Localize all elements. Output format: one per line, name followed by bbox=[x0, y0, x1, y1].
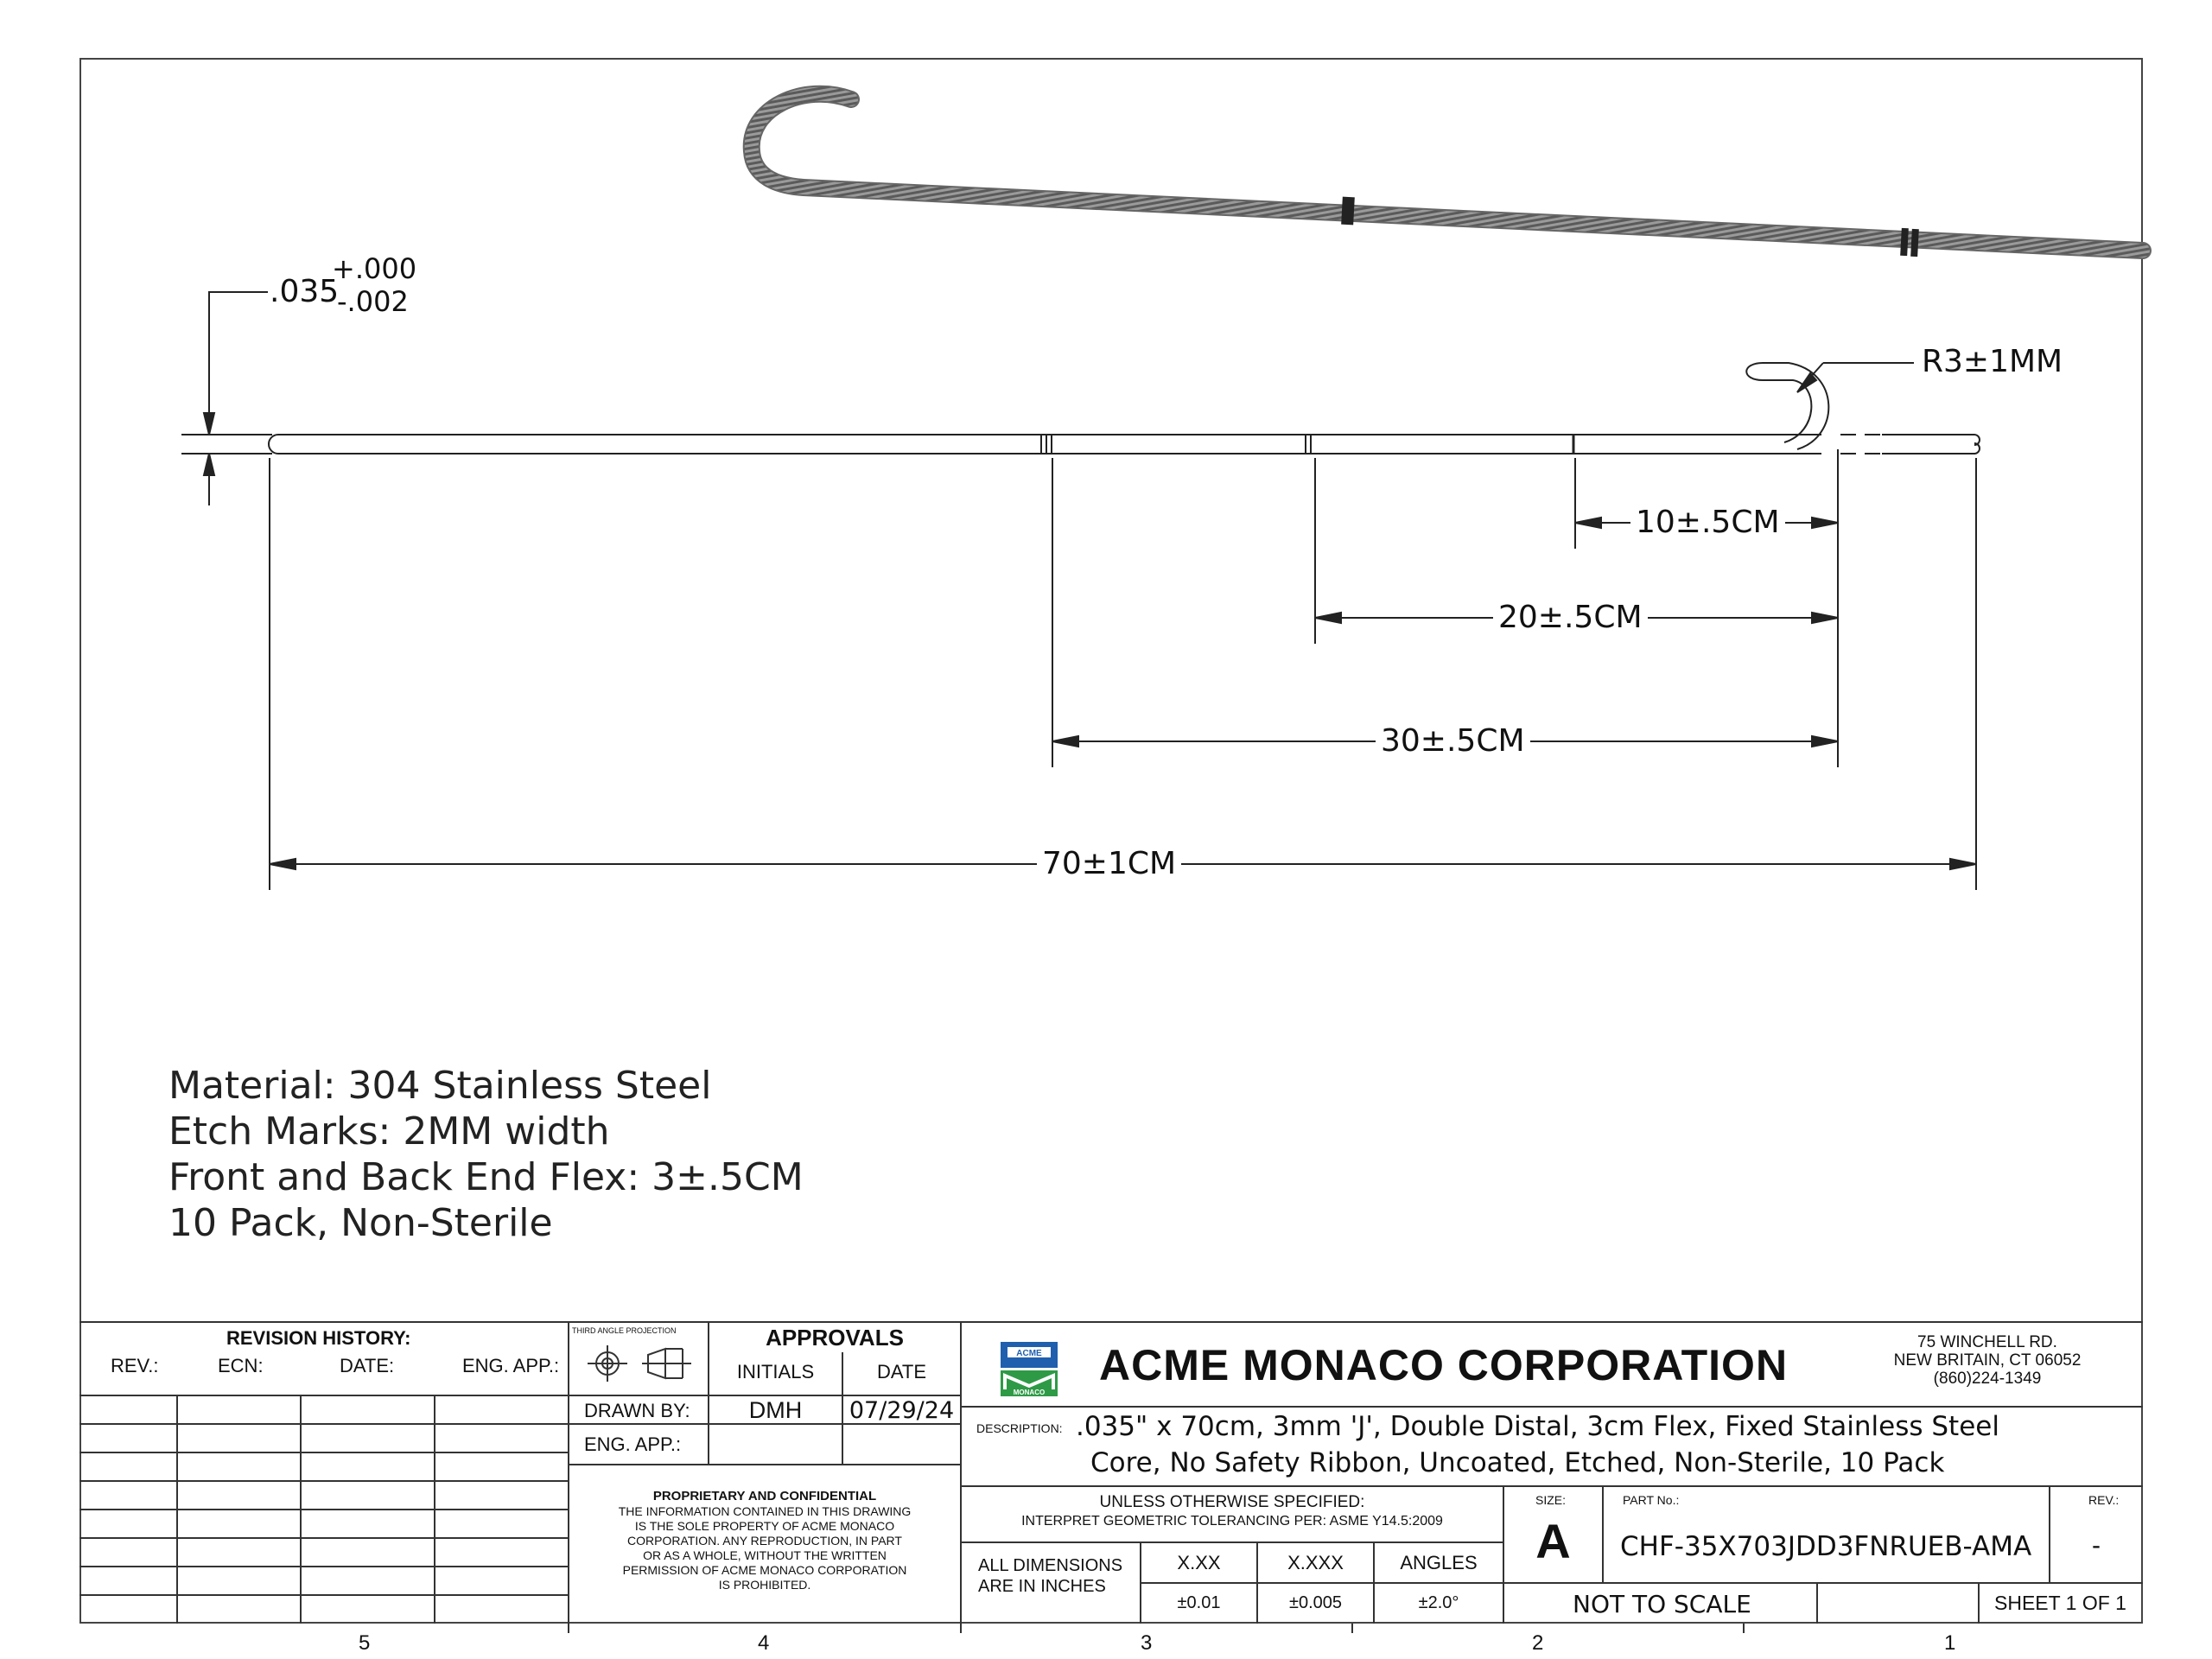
proprietary-line: THE INFORMATION CONTAINED IN THIS DRAWING bbox=[618, 1504, 912, 1518]
company-name: ACME MONACO CORPORATION bbox=[1099, 1341, 1789, 1389]
eng-app-column-header: ENG. APP.: bbox=[462, 1355, 560, 1376]
svg-text:ACME: ACME bbox=[1016, 1349, 1042, 1358]
unless-specified: UNLESS OTHERWISE SPECIFIED: bbox=[1099, 1493, 1365, 1511]
approvals-title: APPROVALS bbox=[766, 1325, 904, 1351]
rev-label: REV.: bbox=[2088, 1493, 2120, 1507]
tolerance-header-xxx: X.XX bbox=[1177, 1552, 1221, 1573]
radius-dimension-label: R3±1MM bbox=[1916, 345, 2068, 379]
description-line-2: Core, No Safety Ribbon, Uncoated, Etched, Non-Sterile, 10 Pack bbox=[1090, 1447, 1945, 1478]
rev-column-header: REV.: bbox=[111, 1355, 159, 1376]
rev-value: - bbox=[2092, 1531, 2101, 1560]
all-dimensions-line: ALL DIMENSIONS bbox=[978, 1556, 1123, 1575]
zone-label-4: 4 bbox=[758, 1631, 770, 1655]
diameter-dimension-value: .035 bbox=[270, 274, 340, 309]
initials-header: INITIALS bbox=[736, 1361, 815, 1382]
sheet-number: SHEET 1 OF 1 bbox=[1994, 1592, 2126, 1614]
description-line-1: .035" x 70cm, 3mm 'J', Double Distal, 3cm Flex, Fixed Stainless Steel bbox=[1076, 1411, 1999, 1442]
company-address bbox=[1858, 1333, 2117, 1388]
proprietary-line: OR AS A WHOLE, WITHOUT THE WRITTEN bbox=[643, 1548, 887, 1562]
dimension-70cm-label: 70±1CM bbox=[1037, 847, 1181, 881]
diameter-tolerance-plus: +.000 bbox=[332, 252, 417, 285]
projection-label: THIRD ANGLE PROJECTION bbox=[572, 1326, 677, 1335]
interpret-tolerancing: INTERPRET GEOMETRIC TOLERANCING PER: ASME Y14.5:2009 bbox=[1021, 1514, 1443, 1529]
proprietary-line: PERMISSION OF ACME MONACO CORPORATION bbox=[622, 1563, 907, 1577]
dimension-20cm-label: 20±.5CM bbox=[1493, 601, 1648, 635]
note-flex: Front and Back End Flex: 3±.5CM bbox=[168, 1155, 804, 1199]
size-value: A bbox=[1535, 1514, 1571, 1568]
third-angle-projection-icon bbox=[588, 1345, 691, 1382]
drawn-by-initials: DMH bbox=[748, 1397, 803, 1423]
drawing-notes bbox=[168, 1063, 804, 1246]
acme-monaco-logo-icon bbox=[1001, 1342, 1058, 1396]
dimension-lines bbox=[181, 292, 1976, 890]
all-dimensions-note bbox=[978, 1555, 1122, 1597]
ecn-column-header: ECN: bbox=[218, 1355, 264, 1376]
address-line: (860)224-1349 bbox=[1933, 1370, 2042, 1388]
description-label: DESCRIPTION: bbox=[976, 1421, 1063, 1435]
guidewire-3d-view bbox=[752, 94, 2143, 257]
proprietary-line: IS PROHIBITED. bbox=[718, 1578, 811, 1592]
svg-text:MONACO: MONACO bbox=[1013, 1389, 1046, 1396]
drawn-by-date: 07/29/24 bbox=[849, 1397, 955, 1424]
tolerance-value-xxxx: ±0.005 bbox=[1288, 1593, 1343, 1612]
proprietary-line: CORPORATION. ANY REPRODUCTION, IN PART bbox=[627, 1534, 902, 1548]
zone-label-1: 1 bbox=[1944, 1631, 1956, 1655]
tolerance-value-angles: ±2.0° bbox=[1418, 1593, 1459, 1612]
guidewire-side-view bbox=[269, 363, 1980, 454]
note-pack: 10 Pack, Non-Sterile bbox=[168, 1201, 553, 1245]
revision-history-title: REVISION HISTORY: bbox=[226, 1327, 411, 1349]
address-line: 75 WINCHELL RD. bbox=[1917, 1333, 2057, 1351]
diameter-tolerance-minus: -.002 bbox=[337, 285, 409, 318]
note-material: Material: 304 Stainless Steel bbox=[168, 1064, 712, 1108]
proprietary-title: PROPRIETARY AND CONFIDENTIAL bbox=[652, 1489, 877, 1503]
part-number: CHF-35X703JDD3FNRUEB-AMA bbox=[1620, 1531, 2032, 1562]
proprietary-line: IS THE SOLE PROPERTY OF ACME MONACO bbox=[634, 1519, 895, 1533]
dimension-10cm-label: 10±.5CM bbox=[1630, 505, 1785, 540]
date-column-header: DATE: bbox=[340, 1355, 395, 1376]
all-dimensions-line: ARE IN INCHES bbox=[978, 1577, 1106, 1596]
drawn-by-label: DRAWN BY: bbox=[584, 1400, 690, 1421]
note-etch-marks: Etch Marks: 2MM width bbox=[168, 1109, 610, 1154]
tolerance-header-angles: ANGLES bbox=[1400, 1552, 1478, 1573]
size-label: SIZE: bbox=[1535, 1493, 1567, 1507]
address-line: NEW BRITAIN, CT 06052 bbox=[1893, 1351, 2082, 1370]
proprietary-text bbox=[569, 1504, 961, 1592]
part-number-label: PART No.: bbox=[1623, 1493, 1680, 1507]
zone-label-2: 2 bbox=[1532, 1631, 1544, 1655]
zone-label-3: 3 bbox=[1141, 1631, 1153, 1655]
zone-label-5: 5 bbox=[359, 1631, 371, 1655]
scale-note: NOT TO SCALE bbox=[1573, 1590, 1751, 1618]
dimension-30cm-label: 30±.5CM bbox=[1376, 724, 1530, 759]
eng-app-label: ENG. APP.: bbox=[584, 1433, 682, 1455]
date-header: DATE bbox=[876, 1361, 927, 1382]
tolerance-header-xxxx: X.XXX bbox=[1287, 1552, 1344, 1573]
tolerance-value-xxx: ±0.01 bbox=[1177, 1593, 1221, 1612]
